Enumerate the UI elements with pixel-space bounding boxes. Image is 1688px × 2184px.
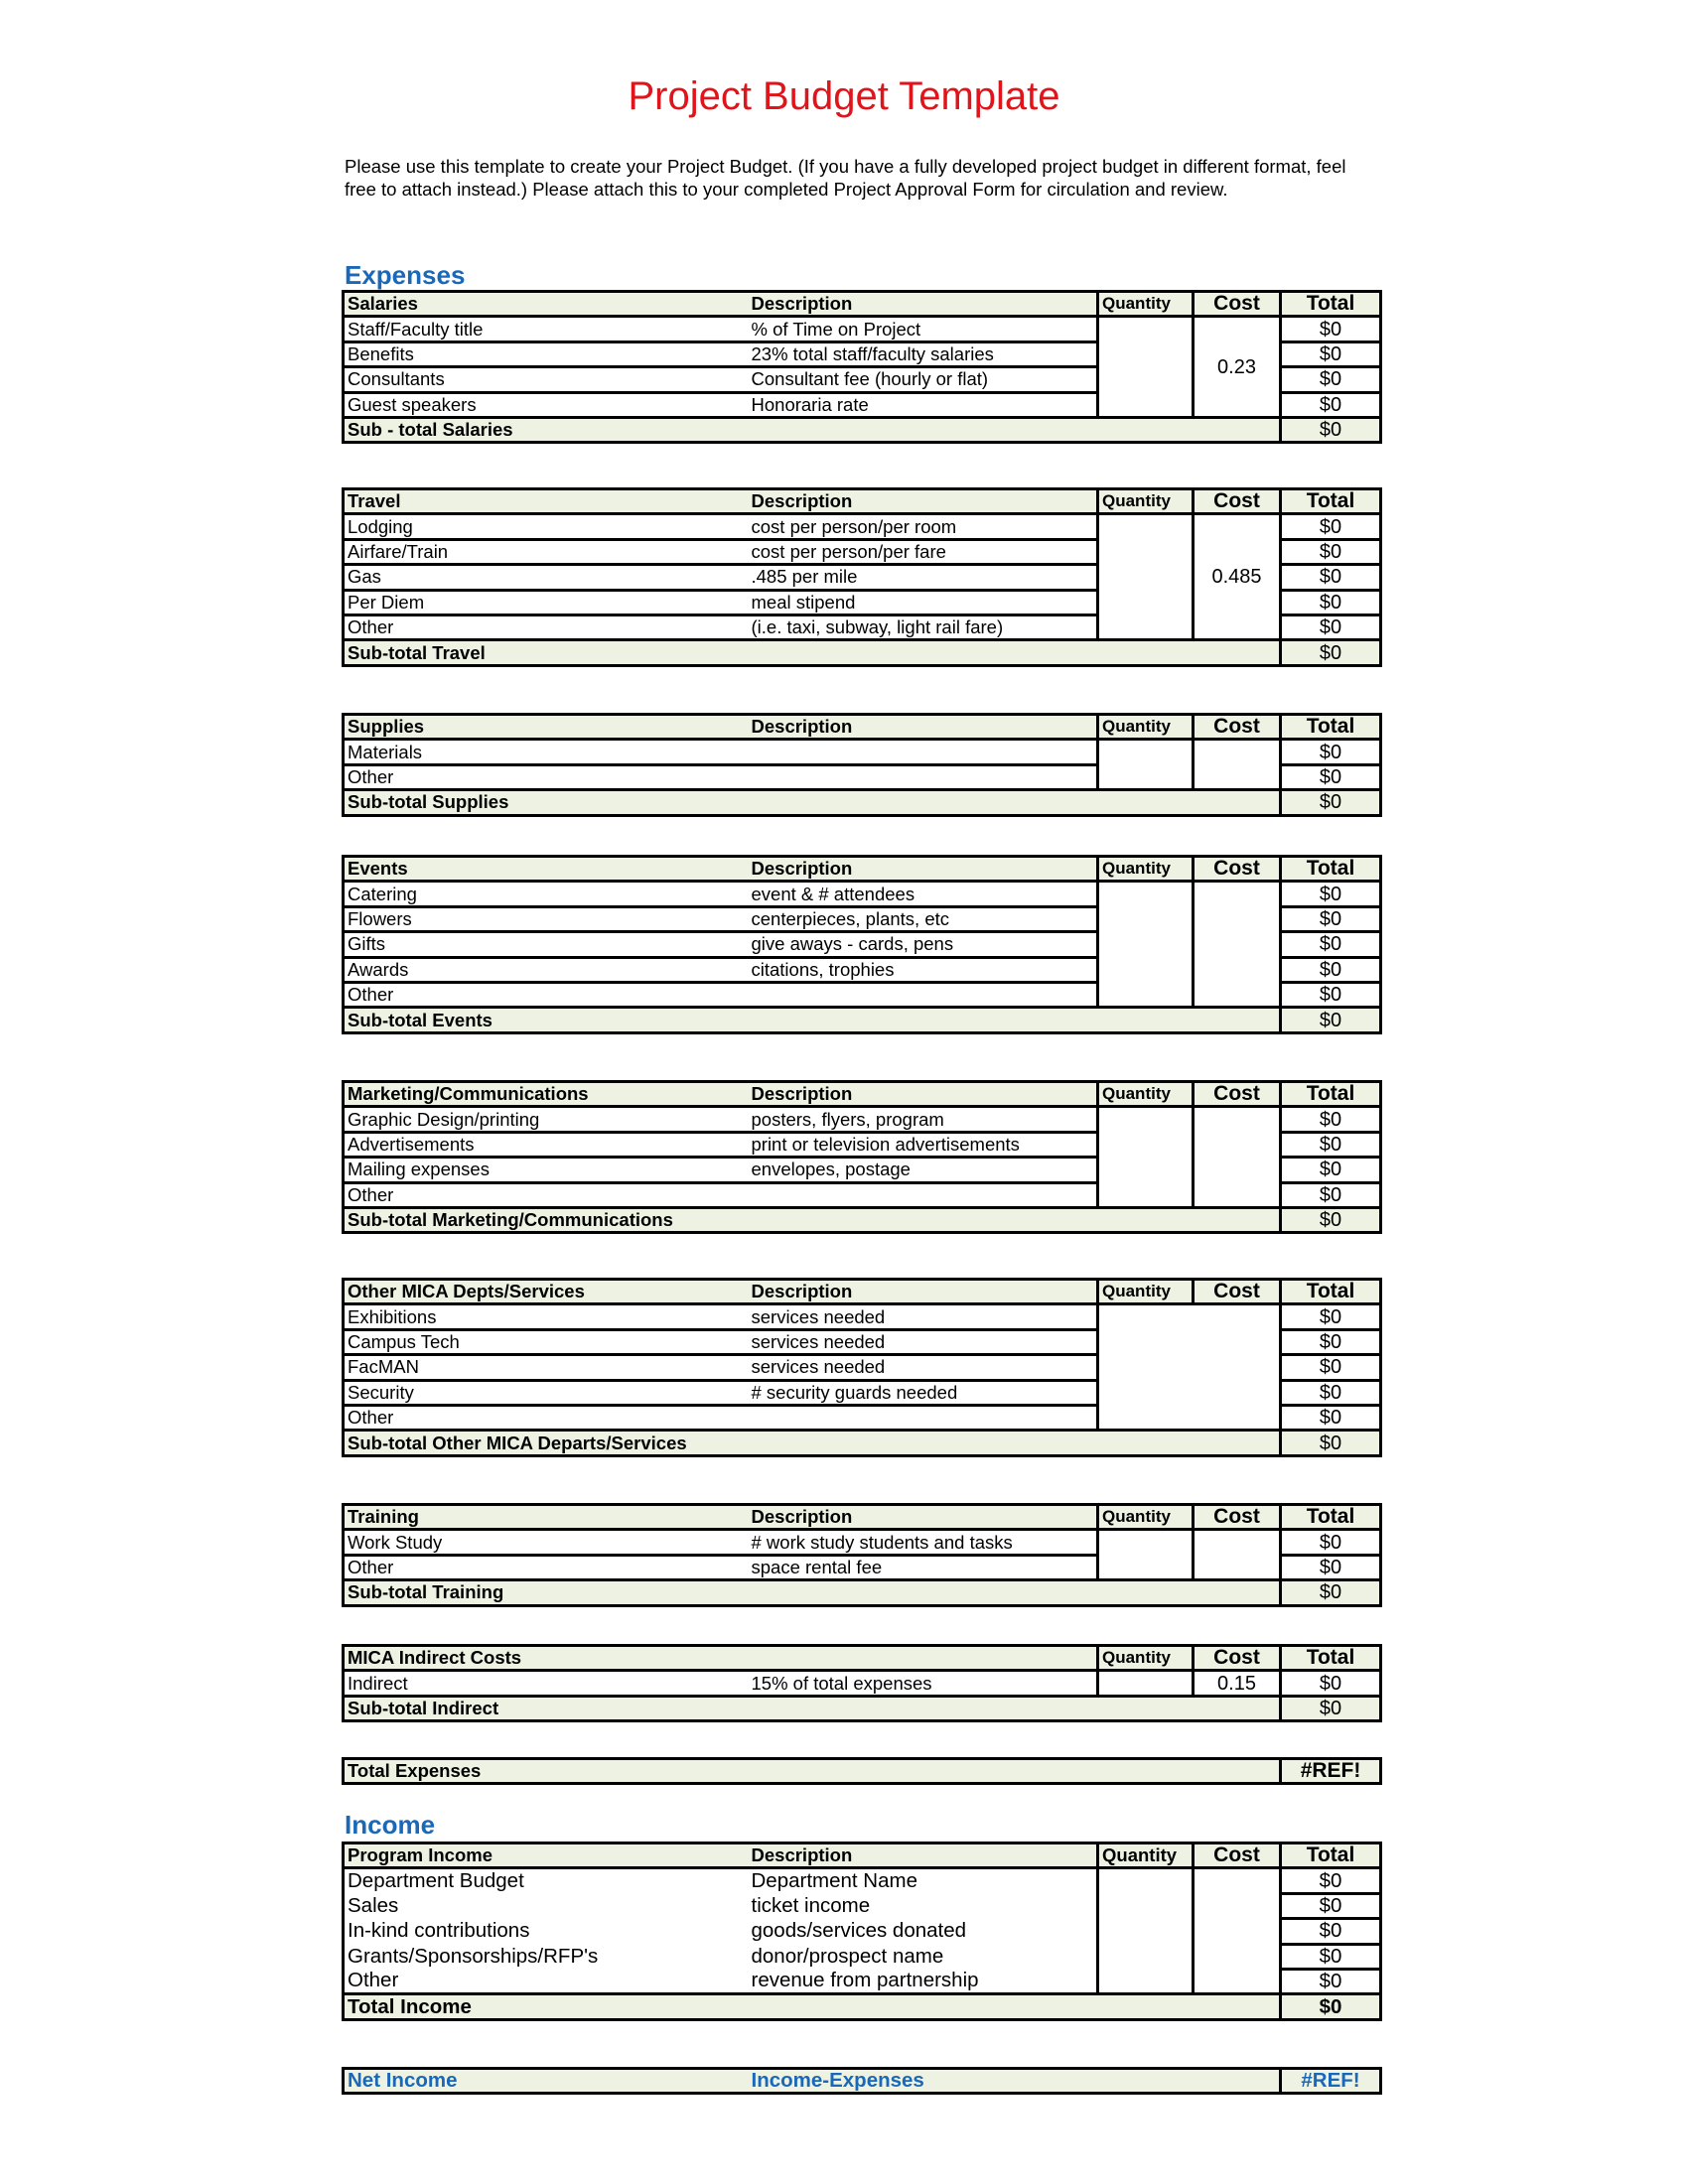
quantity-cost-cell[interactable] (1098, 1304, 1281, 1431)
net-income-label: Net Income (344, 2069, 749, 2094)
cost-header: Cost (1194, 1646, 1281, 1671)
cost-cell[interactable]: 0.23 (1194, 317, 1281, 418)
subtotal-value: $0 (1281, 1431, 1381, 1455)
quantity-cell[interactable] (1098, 740, 1194, 790)
indirect-header-row (344, 1646, 1381, 1671)
intro-text: Please use this template to create your Project Budget. (If you have a fully developed project budget in different format, feel free to attach instead.) Please attach this to your completed Project Approval Form for circulation and review. (345, 156, 1346, 200)
description-cell[interactable]: (i.e. taxi, subway, light rail fare) (749, 614, 1098, 639)
subtotal-label: Sub-total Other MICA Departs/Services (344, 1431, 1281, 1455)
description-cell[interactable]: 23% total staff/faculty salaries (749, 341, 1098, 366)
section-label: Program Income (344, 1843, 749, 1868)
income-header-row (344, 1843, 1381, 1868)
description-header: Description (749, 292, 1098, 317)
total-cell: $0 (1281, 764, 1381, 789)
total-cell: $0 (1281, 1329, 1381, 1354)
table-row (344, 317, 1381, 341)
cost-header: Cost (1194, 1843, 1281, 1868)
description-cell[interactable]: posters, flyers, program (749, 1107, 1098, 1132)
item-cell[interactable]: Grants/Sponsorships/RFP's (344, 1944, 749, 1969)
total-cell: $0 (1281, 539, 1381, 564)
total-header: Total (1281, 1280, 1381, 1304)
total-header: Total (1281, 489, 1381, 514)
total-cell: $0 (1281, 1355, 1381, 1380)
quantity-cell[interactable] (1098, 317, 1194, 418)
quantity-header: Quantity (1098, 1082, 1194, 1107)
subtotal-value: $0 (1281, 1696, 1381, 1720)
total-cell: $0 (1281, 1132, 1381, 1157)
description-cell[interactable]: revenue from partnership (749, 1969, 1098, 1993)
total-cell: $0 (1281, 1304, 1381, 1329)
quantity-cell[interactable] (1098, 1868, 1194, 1994)
quantity-header: Quantity (1098, 489, 1194, 514)
cost-cell[interactable] (1194, 1868, 1281, 1994)
indirect-table (342, 1644, 1382, 1722)
quantity-header: Quantity (1098, 292, 1194, 317)
total-cell: $0 (1281, 932, 1381, 957)
total-cell: $0 (1281, 1405, 1381, 1430)
description-cell[interactable]: # security guards needed (749, 1380, 1098, 1405)
description-cell[interactable]: .485 per mile (749, 565, 1098, 590)
section-label: MICA Indirect Costs (344, 1646, 749, 1671)
travel-header-row (344, 489, 1381, 514)
item-cell[interactable]: In-kind contributions (344, 1919, 749, 1944)
item-cell[interactable]: Other (344, 1405, 749, 1430)
description-header: Description (749, 715, 1098, 740)
total-expenses-label: Total Expenses (344, 1759, 1281, 1784)
item-cell[interactable]: Per Diem (344, 590, 749, 614)
cost-header: Cost (1194, 715, 1281, 740)
total-cell: $0 (1281, 957, 1381, 982)
subtotal-row (344, 1207, 1381, 1232)
description-cell[interactable]: goods/services donated (749, 1919, 1098, 1944)
quantity-cell[interactable] (1098, 1530, 1194, 1580)
cost-header: Cost (1194, 857, 1281, 882)
table-row (344, 882, 1381, 906)
total-expenses-value: #REF! (1281, 1759, 1381, 1784)
item-cell[interactable]: Other (344, 1182, 749, 1207)
total-cell: $0 (1281, 1944, 1381, 1969)
marketing-header-row (344, 1082, 1381, 1107)
item-cell[interactable]: Indirect (344, 1671, 749, 1696)
supplies-table (342, 713, 1382, 817)
subtotal-label: Sub - total Salaries (344, 417, 1281, 442)
total-cell: $0 (1281, 392, 1381, 417)
total-header: Total (1281, 1082, 1381, 1107)
item-cell[interactable]: Airfare/Train (344, 539, 749, 564)
item-cell[interactable]: Flowers (344, 906, 749, 931)
cost-header: Cost (1194, 1505, 1281, 1530)
cost-header: Cost (1194, 489, 1281, 514)
cost-cell[interactable]: 0.485 (1194, 514, 1281, 640)
subtotal-row (344, 1696, 1381, 1720)
total-cell: $0 (1281, 614, 1381, 639)
cost-cell[interactable] (1194, 1530, 1281, 1580)
item-cell[interactable]: Other (344, 614, 749, 639)
total-cell: $0 (1281, 740, 1381, 764)
item-cell[interactable]: Campus Tech (344, 1329, 749, 1354)
description-header: Description (749, 1082, 1098, 1107)
table-row (344, 1530, 1381, 1555)
total-cell: $0 (1281, 1555, 1381, 1579)
cost-header: Cost (1194, 1280, 1281, 1304)
description-cell[interactable]: space rental fee (749, 1555, 1098, 1579)
events-header-row (344, 857, 1381, 882)
total-cell: $0 (1281, 1182, 1381, 1207)
quantity-cell[interactable] (1098, 1107, 1194, 1208)
description-cell[interactable]: 15% of total expenses (749, 1671, 1098, 1696)
page-title: Project Budget Template (628, 74, 1060, 118)
mica-depts-header-row (344, 1280, 1381, 1304)
item-cell[interactable]: Staff/Faculty title (344, 317, 749, 341)
description-cell[interactable] (749, 1405, 1098, 1430)
cost-header: Cost (1194, 292, 1281, 317)
section-label: Other MICA Depts/Services (344, 1280, 749, 1304)
item-cell[interactable]: Security (344, 1380, 749, 1405)
subtotal-label: Sub-total Events (344, 1008, 1281, 1032)
mica-depts-table (342, 1278, 1382, 1457)
description-cell[interactable]: services needed (749, 1329, 1098, 1354)
cost-cell[interactable]: 0.15 (1194, 1671, 1281, 1696)
item-cell[interactable]: Materials (344, 740, 749, 764)
description-cell[interactable]: citations, trophies (749, 957, 1098, 982)
quantity-header: Quantity (1098, 1280, 1194, 1304)
description-cell[interactable] (749, 740, 1098, 764)
description-header: Description (749, 489, 1098, 514)
net-income-value: #REF! (1281, 2069, 1381, 2094)
training-table (342, 1503, 1382, 1607)
subtotal-label: Sub-total Travel (344, 640, 1281, 665)
table-row (344, 1304, 1381, 1329)
subtotal-row (344, 1994, 1381, 2019)
item-cell[interactable]: Department Budget (344, 1868, 749, 1893)
description-cell[interactable] (749, 982, 1098, 1007)
description-cell[interactable]: Department Name (749, 1868, 1098, 1893)
total-cell: $0 (1281, 1671, 1381, 1696)
section-label: Salaries (344, 292, 749, 317)
income-table (342, 1842, 1382, 2021)
description-cell[interactable]: # work study students and tasks (749, 1530, 1098, 1555)
total-cell: $0 (1281, 590, 1381, 614)
total-cell: $0 (1281, 1969, 1381, 1993)
description-cell[interactable]: cost per person/per room (749, 514, 1098, 539)
description-header: Description (749, 1280, 1098, 1304)
description-cell[interactable]: event & # attendees (749, 882, 1098, 906)
item-cell[interactable]: Consultants (344, 367, 749, 392)
cost-cell[interactable] (1194, 882, 1281, 1008)
item-cell[interactable]: Graphic Design/printing (344, 1107, 749, 1132)
description-header: Description (749, 857, 1098, 882)
total-cell: $0 (1281, 1868, 1381, 1893)
total-header: Total (1281, 1646, 1381, 1671)
subtotal-label: Sub-total Marketing/Communications (344, 1207, 1281, 1232)
cost-cell[interactable] (1194, 1107, 1281, 1208)
item-cell[interactable]: Awards (344, 957, 749, 982)
total-cell: $0 (1281, 1107, 1381, 1132)
table-row (344, 1107, 1381, 1132)
description-cell[interactable]: % of Time on Project (749, 317, 1098, 341)
subtotal-label: Total Income (344, 1994, 1281, 2019)
subtotal-value: $0 (1281, 1580, 1381, 1605)
cost-cell[interactable] (1194, 740, 1281, 790)
subtotal-value: $0 (1281, 790, 1381, 815)
description-cell[interactable]: services needed (749, 1355, 1098, 1380)
total-cell: $0 (1281, 1530, 1381, 1555)
subtotal-row (344, 1580, 1381, 1605)
subtotal-value: $0 (1281, 1008, 1381, 1032)
item-cell[interactable]: FacMAN (344, 1355, 749, 1380)
expenses-heading: Expenses (345, 260, 466, 290)
table-row (344, 514, 1381, 539)
section-label: Supplies (344, 715, 749, 740)
quantity-cell[interactable] (1098, 1671, 1194, 1696)
salaries-table (342, 290, 1382, 444)
cost-header: Cost (1194, 1082, 1281, 1107)
item-cell[interactable]: Lodging (344, 514, 749, 539)
item-cell[interactable]: Gas (344, 565, 749, 590)
total-header: Total (1281, 715, 1381, 740)
item-cell[interactable]: Gifts (344, 932, 749, 957)
total-header: Total (1281, 1843, 1381, 1868)
table-row (344, 1671, 1381, 1696)
item-cell[interactable]: Sales (344, 1893, 749, 1918)
section-label: Events (344, 857, 749, 882)
marketing-table (342, 1080, 1382, 1234)
description-cell[interactable]: Honoraria rate (749, 392, 1098, 417)
subtotal-row (344, 1431, 1381, 1455)
subtotal-row (344, 417, 1381, 442)
description-cell[interactable]: centerpieces, plants, etc (749, 906, 1098, 931)
total-cell: $0 (1281, 906, 1381, 931)
quantity-cell[interactable] (1098, 882, 1194, 1008)
table-row (344, 740, 1381, 764)
item-cell[interactable]: Mailing expenses (344, 1158, 749, 1182)
item-cell[interactable]: Exhibitions (344, 1304, 749, 1329)
net-income-row (344, 2069, 1381, 2094)
subtotal-row (344, 790, 1381, 815)
travel-table (342, 487, 1382, 667)
item-cell[interactable]: Guest speakers (344, 392, 749, 417)
item-cell[interactable]: Other (344, 1969, 749, 1993)
description-cell[interactable]: donor/prospect name (749, 1944, 1098, 1969)
description-cell[interactable]: Consultant fee (hourly or flat) (749, 367, 1098, 392)
total-header: Total (1281, 1505, 1381, 1530)
total-expenses-row (344, 1759, 1381, 1784)
description-cell[interactable]: meal stipend (749, 590, 1098, 614)
table-row (344, 1868, 1381, 1893)
section-label: Travel (344, 489, 749, 514)
total-cell: $0 (1281, 1919, 1381, 1944)
net-income-table (342, 2067, 1382, 2095)
description-cell[interactable]: ticket income (749, 1893, 1098, 1918)
total-cell: $0 (1281, 317, 1381, 341)
supplies-header-row (344, 715, 1381, 740)
total-cell: $0 (1281, 565, 1381, 590)
quantity-cell[interactable] (1098, 514, 1194, 640)
income-heading: Income (345, 1810, 436, 1840)
events-table (342, 855, 1382, 1034)
item-cell[interactable]: Other (344, 1555, 749, 1579)
subtotal-row (344, 1008, 1381, 1032)
description-header: Description (749, 1505, 1098, 1530)
total-cell: $0 (1281, 882, 1381, 906)
item-cell[interactable]: Other (344, 764, 749, 789)
item-cell[interactable]: Catering (344, 882, 749, 906)
quantity-header: Quantity (1098, 857, 1194, 882)
total-cell: $0 (1281, 982, 1381, 1007)
description-header: Description (749, 1843, 1098, 1868)
subtotal-value: $0 (1281, 1994, 1381, 2019)
description-cell[interactable] (749, 764, 1098, 789)
total-cell: $0 (1281, 367, 1381, 392)
section-label: Marketing/Communications (344, 1082, 749, 1107)
quantity-header: Quantity (1098, 1505, 1194, 1530)
training-header-row (344, 1505, 1381, 1530)
total-cell: $0 (1281, 341, 1381, 366)
item-cell[interactable]: Other (344, 982, 749, 1007)
total-cell: $0 (1281, 1158, 1381, 1182)
description-cell[interactable]: cost per person/per fare (749, 539, 1098, 564)
subtotal-label: Sub-total Indirect (344, 1696, 1281, 1720)
total-expenses-table (342, 1757, 1382, 1785)
subtotal-value: $0 (1281, 417, 1381, 442)
total-header: Total (1281, 857, 1381, 882)
item-cell[interactable]: Benefits (344, 341, 749, 366)
salaries-header-row (344, 292, 1381, 317)
quantity-header: Quantity (1098, 1646, 1194, 1671)
description-cell[interactable]: print or television advertisements (749, 1132, 1098, 1157)
description-cell[interactable] (749, 1182, 1098, 1207)
subtotal-value: $0 (1281, 1207, 1381, 1232)
section-label: Training (344, 1505, 749, 1530)
total-cell: $0 (1281, 1380, 1381, 1405)
quantity-header: Quantity (1098, 715, 1194, 740)
description-cell[interactable]: give aways - cards, pens (749, 932, 1098, 957)
subtotal-label: Sub-total Training (344, 1580, 1281, 1605)
description-header-empty (749, 1646, 1098, 1671)
total-header: Total (1281, 292, 1381, 317)
subtotal-row (344, 640, 1381, 665)
item-cell[interactable]: Work Study (344, 1530, 749, 1555)
net-income-formula: Income-Expenses (749, 2069, 1281, 2094)
total-cell: $0 (1281, 514, 1381, 539)
item-cell[interactable]: Advertisements (344, 1132, 749, 1157)
quantity-header: Quantity (1098, 1843, 1194, 1868)
description-cell[interactable]: services needed (749, 1304, 1098, 1329)
description-cell[interactable]: envelopes, postage (749, 1158, 1098, 1182)
total-cell: $0 (1281, 1893, 1381, 1918)
subtotal-value: $0 (1281, 640, 1381, 665)
subtotal-label: Sub-total Supplies (344, 790, 1281, 815)
